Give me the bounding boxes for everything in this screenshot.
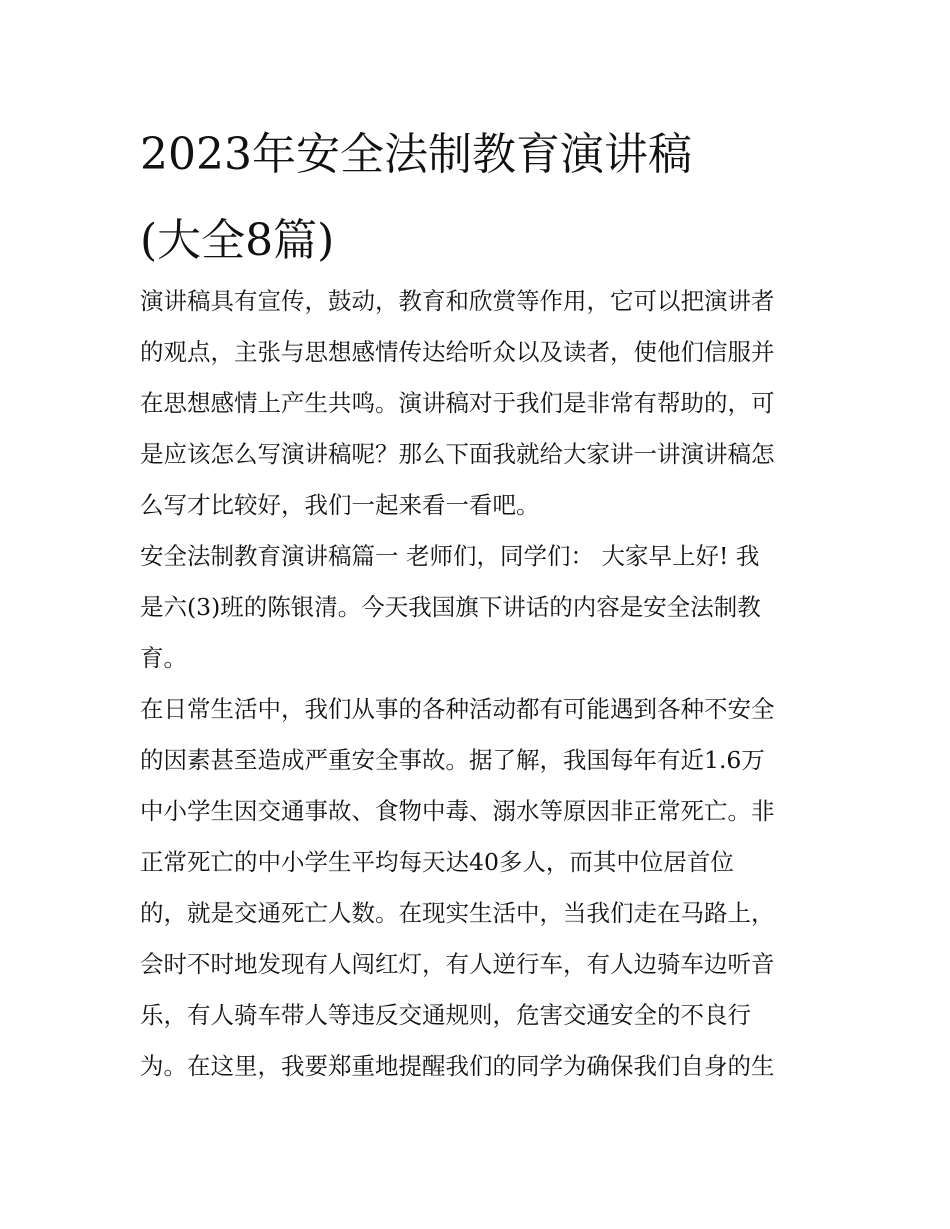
body-line: 安全法制教育演讲稿篇一 老师们，同学们： 大家早上好! 我: [140, 542, 760, 570]
title-line: 2023年安全法制教育演讲稿: [140, 129, 692, 180]
body-line: 在思想感情上产生共鸣。演讲稿对于我们是非常有帮助的，可: [140, 389, 775, 417]
body-line: 正常死亡的中小学生平均每天达40多人，而其中位居首位: [140, 848, 734, 876]
body-line: 的因素甚至造成严重安全事故。据了解，我国每年有近1.6万: [140, 746, 765, 774]
body-line: 会时不时地发现有人闯红灯，有人逆行车，有人边骑车边听音: [140, 950, 775, 978]
body-line: 是应该怎么写演讲稿呢？那么下面我就给大家讲一讲演讲稿怎: [140, 440, 775, 468]
body-line: 中小学生因交通事故、食物中毒、溺水等原因非正常死亡。非: [140, 797, 775, 825]
body-line: 为。在这里，我要郑重地提醒我们的同学为确保我们自身的生: [140, 1052, 775, 1080]
title-line: (大全8篇): [140, 215, 335, 266]
document-title: [140, 112, 820, 284]
body-line: 的观点，主张与思想感情传达给听众以及读者，使他们信服并: [140, 338, 775, 366]
body-line: 演讲稿具有宣传，鼓动，教育和欣赏等作用，它可以把演讲者: [140, 287, 775, 315]
body-line: 乐，有人骑车带人等违反交通规则，危害交通安全的不良行: [140, 1001, 751, 1029]
body-line: 是六(3)班的陈银清。今天我国旗下讲话的内容是安全法制教: [140, 593, 761, 621]
body-line: 么写才比较好，我们一起来看一看吧。: [140, 491, 540, 519]
body-line: 育。: [140, 644, 187, 672]
document-body: [140, 276, 830, 1092]
body-line: 的，就是交通死亡人数。在现实生活中，当我们走在马路上，: [140, 899, 775, 927]
body-line: 在日常生活中，我们从事的各种活动都有可能遇到各种不安全: [140, 695, 775, 723]
